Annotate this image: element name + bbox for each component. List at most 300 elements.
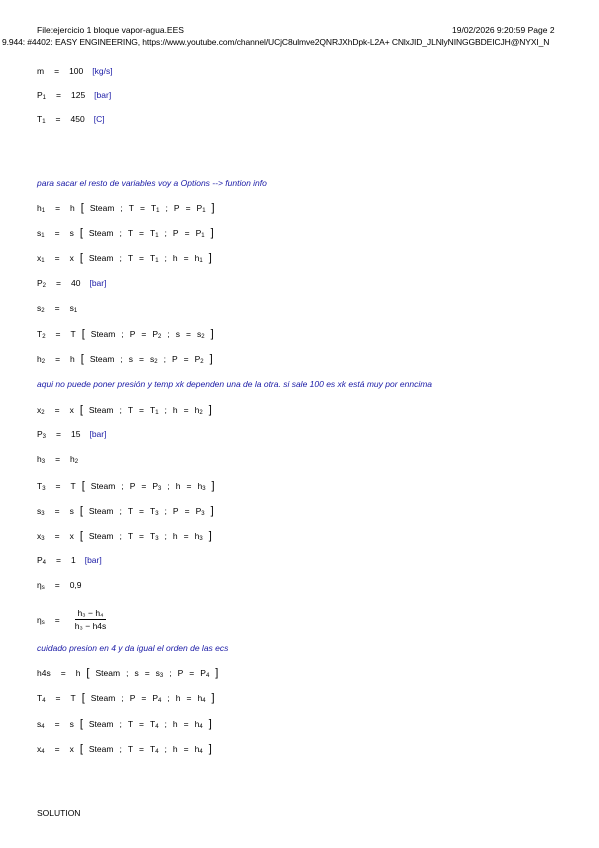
bracket: ] [208, 252, 212, 264]
arg-value: h [194, 719, 200, 729]
arg-name: P [129, 693, 136, 703]
equals-sign: = [183, 531, 189, 541]
arg-value-sub: 3 [199, 536, 203, 542]
equals-sign: = [56, 555, 61, 565]
equals-sign: = [139, 405, 144, 415]
equation-line [37, 66, 113, 76]
arg-value-sub: 4 [202, 698, 206, 704]
arg-value: T [150, 405, 156, 415]
arg-value-sub: 1 [199, 258, 203, 264]
variable: T [37, 329, 43, 339]
arg-name: h [172, 744, 178, 754]
separator: ; [119, 253, 122, 263]
separator: ; [119, 719, 122, 729]
arg-value-sub: 1 [156, 208, 160, 214]
separator: ; [121, 481, 124, 491]
arg-name: P [172, 228, 179, 238]
arg-value: h [197, 481, 203, 491]
variable-sub: 1 [41, 233, 45, 239]
equals-sign: = [183, 744, 189, 754]
variable: s [37, 228, 42, 238]
bracket: [ [86, 667, 90, 679]
arg-value-sub: 1 [155, 233, 159, 239]
arg-value: h [197, 693, 203, 703]
fluid-name: Steam [89, 203, 115, 213]
equation-line [37, 480, 215, 492]
arg-name: T [127, 405, 134, 415]
equals-sign: = [55, 354, 61, 364]
equals-sign: = [183, 253, 189, 263]
arg-name: T [127, 719, 134, 729]
variable-sub: 1 [41, 208, 46, 214]
equation-line [37, 90, 111, 100]
bracket: ] [210, 505, 214, 517]
equation-line [37, 303, 77, 313]
variable-sub: 4 [41, 749, 45, 755]
arg-name: P [129, 481, 136, 491]
variable: h [37, 454, 42, 464]
value-sub: 1 [73, 308, 78, 314]
equals-sign: = [184, 506, 190, 516]
fraction [73, 608, 109, 631]
fluid-name: Steam [89, 354, 115, 364]
equals-sign: = [54, 66, 60, 76]
equals-sign: = [54, 228, 60, 238]
arg-value: h [194, 744, 200, 754]
equals-sign: = [55, 329, 61, 339]
separator: ; [164, 253, 167, 263]
variable-sub: 3 [41, 511, 45, 517]
variable-sub: 4 [41, 724, 45, 730]
function-name: x [69, 253, 74, 263]
variable-sub: 3 [41, 459, 46, 465]
arg-name: h [172, 405, 178, 415]
arg-name: P [129, 329, 136, 339]
comment-text: para sacar el resto de variables voy a Options --> funtion info [37, 178, 267, 188]
equation-line [37, 429, 106, 439]
fluid-name: Steam [90, 693, 116, 703]
value: 0,9 [69, 580, 82, 590]
separator: ; [169, 668, 172, 678]
equals-sign: = [56, 429, 61, 439]
separator: ; [167, 693, 170, 703]
bracket: [ [81, 328, 85, 340]
variable-sub: 4 [42, 560, 47, 566]
separator: ; [164, 531, 167, 541]
variable: P [37, 90, 43, 100]
unit-label: [bar] [89, 278, 107, 288]
bracket: [ [81, 480, 85, 492]
equals-sign: = [141, 693, 147, 703]
arg-value-sub: 1 [202, 208, 206, 214]
arg-value: P [196, 203, 203, 213]
function-name: h [70, 354, 75, 364]
equals-sign: = [55, 454, 61, 464]
equals-sign: = [186, 481, 192, 491]
bracket: ] [211, 480, 215, 492]
comment-text: cuidado presion en 4 y da igual el orden de las ecs [37, 643, 229, 653]
variable: T [37, 114, 43, 124]
separator: ; [163, 354, 166, 364]
arg-value: T [150, 506, 156, 516]
value: h [70, 454, 75, 464]
bracket: ] [208, 718, 212, 730]
variable: x [37, 531, 42, 541]
equals-sign: = [183, 405, 189, 415]
separator: ; [120, 354, 123, 364]
equation-line [37, 404, 212, 416]
variable: P [37, 429, 43, 439]
arg-value: T [150, 719, 156, 729]
arg-name: h [172, 719, 178, 729]
function-name: x [69, 531, 74, 541]
arg-value: h [194, 405, 200, 415]
equals-sign: = [54, 506, 60, 516]
equals-sign: = [56, 90, 61, 100]
equals-sign: = [186, 693, 192, 703]
separator: ; [120, 203, 123, 213]
fluid-name: Steam [88, 719, 114, 729]
variable: η [37, 580, 42, 590]
arg-name: s [128, 354, 134, 364]
function-name: T [70, 481, 76, 491]
equals-sign: = [139, 719, 144, 729]
arg-name: s [175, 329, 181, 339]
equals-sign: = [54, 531, 60, 541]
arg-value-sub: 1 [155, 258, 159, 264]
variable: m [37, 66, 45, 76]
function-name: T [70, 693, 76, 703]
variable: s [37, 303, 42, 313]
equation-line [37, 808, 80, 818]
equation-line [37, 643, 228, 653]
comment-text: aqui no puede poner presión y temp xk dependen una de la otra. si sale 100 es xk está muy por enncima [37, 379, 433, 389]
separator: ; [164, 719, 167, 729]
arg-value-sub: 4 [158, 698, 162, 704]
equation-line [37, 379, 432, 389]
equation-line [37, 667, 218, 679]
equals-sign: = [184, 228, 190, 238]
equals-sign: = [55, 114, 61, 124]
unit-label: [kg/s] [92, 66, 113, 76]
value: 125 [70, 90, 86, 100]
separator: ; [126, 668, 129, 678]
fluid-name: Steam [88, 228, 114, 238]
arg-name: T [128, 203, 134, 213]
bracket: ] [208, 743, 212, 755]
equation-line [37, 114, 105, 124]
arg-value-sub: 3 [202, 486, 206, 492]
variable: η [37, 614, 42, 625]
bracket: ] [209, 353, 213, 365]
arg-value-sub: 4 [155, 724, 159, 730]
separator: ; [119, 506, 122, 516]
variable: h [37, 354, 42, 364]
separator: ; [164, 506, 167, 516]
arg-name: P [177, 668, 184, 678]
bracket: ] [211, 202, 215, 214]
arg-name: T [127, 531, 134, 541]
arg-value-sub: 2 [200, 359, 204, 365]
equals-sign: = [185, 203, 191, 213]
value-sub: 2 [74, 459, 79, 465]
variable-sub: 2 [41, 308, 45, 314]
equals-sign: = [54, 580, 60, 590]
variable-sub: 1 [42, 95, 47, 101]
arg-value-sub: 2 [199, 410, 203, 416]
arg-value-sub: 2 [201, 334, 205, 340]
arg-value-sub: 1 [155, 410, 159, 416]
bracket: ] [208, 404, 212, 416]
arg-name: h [175, 693, 181, 703]
arg-value: h [194, 531, 200, 541]
arg-name: P [172, 506, 179, 516]
separator: ; [119, 405, 122, 415]
variable: T [37, 481, 43, 491]
equals-sign: = [54, 719, 60, 729]
arg-name: T [127, 506, 134, 516]
separator: ; [164, 228, 167, 238]
equals-sign: = [186, 329, 191, 339]
variable-sub: 2 [41, 359, 46, 365]
arg-value: P [195, 228, 202, 238]
bracket: ] [210, 227, 214, 239]
arg-name: T [127, 253, 134, 263]
variable: x [37, 405, 42, 415]
bracket: [ [79, 404, 83, 416]
variable-sub: 2 [42, 334, 46, 340]
equation-line [37, 718, 212, 730]
bracket: [ [79, 227, 83, 239]
separator: ; [164, 405, 167, 415]
separator: ; [121, 329, 124, 339]
arg-value-sub: 3 [155, 536, 159, 542]
variable-sub: 1 [41, 258, 45, 264]
fluid-name: Steam [95, 668, 121, 678]
equals-sign: = [141, 329, 147, 339]
arg-value-sub: 2 [158, 334, 162, 340]
variable-sub: 2 [41, 410, 45, 416]
fluid-name: Steam [90, 329, 116, 339]
equals-sign: = [139, 228, 144, 238]
arg-value-sub: 2 [154, 359, 158, 365]
value: 15 [70, 429, 81, 439]
equals-sign: = [54, 405, 60, 415]
value: s [69, 303, 74, 313]
variable: P [37, 555, 43, 565]
separator: ; [119, 744, 122, 754]
separator: ; [167, 329, 170, 339]
arg-value: T [150, 531, 156, 541]
equals-sign: = [144, 668, 150, 678]
bracket: [ [79, 252, 83, 264]
variable-sub: s [41, 585, 45, 591]
arg-name: T [127, 744, 134, 754]
variable: P [37, 278, 43, 288]
equation-line [37, 328, 214, 340]
bracket: [ [79, 505, 83, 517]
bracket: [ [79, 718, 83, 730]
equation-line [37, 580, 82, 590]
fluid-name: Steam [88, 405, 114, 415]
arg-value: s [155, 668, 160, 678]
unit-label: [bar] [94, 90, 112, 100]
equals-sign: = [54, 614, 60, 625]
separator: ; [119, 228, 122, 238]
bracket: [ [79, 530, 83, 542]
equals-sign: = [55, 481, 61, 491]
unit-label: [bar] [89, 429, 107, 439]
separator: ; [119, 531, 122, 541]
arg-name: P [173, 203, 180, 213]
variable: T [37, 693, 43, 703]
equation-line [37, 454, 78, 464]
arg-value: T [150, 253, 156, 263]
equals-sign: = [60, 668, 66, 678]
equals-sign: = [139, 531, 144, 541]
arg-name: h [172, 531, 178, 541]
arg-value-sub: 4 [199, 724, 203, 730]
arg-name: h [172, 253, 178, 263]
equals-sign: = [54, 744, 60, 754]
value: 450 [70, 114, 85, 124]
arg-value: P [152, 481, 159, 491]
function-name: T [70, 329, 76, 339]
equals-sign: = [56, 278, 61, 288]
arg-name: T [127, 228, 134, 238]
equals-sign: = [54, 253, 60, 263]
separator: ; [167, 481, 170, 491]
equation-line [37, 743, 212, 755]
license-line: 9.944: #4402: EASY ENGINEERING, https://www.youtube.com/channel/UCjC8ulmve2QNRJXhDpk-L2A+ CNlxJID_JLNlyNINGGBDEICJH@NYXI_N [2, 37, 550, 47]
equation-line [37, 227, 214, 239]
equation-line [37, 353, 213, 365]
equals-sign: = [139, 253, 144, 263]
arg-value: P [152, 329, 159, 339]
variable-sub: 2 [42, 283, 47, 289]
value: 100 [69, 66, 84, 76]
denominator: h₃ − h4s [74, 621, 107, 631]
arg-value: s [196, 329, 202, 339]
arg-name: h [175, 481, 181, 491]
equation-line [37, 530, 212, 542]
value: 40 [70, 278, 81, 288]
equation-line [37, 278, 106, 288]
equals-sign: = [141, 481, 147, 491]
arg-value-sub: 3 [159, 673, 164, 679]
equation-line [37, 202, 215, 214]
arg-value-sub: 3 [158, 486, 162, 492]
fluid-name: Steam [88, 744, 114, 754]
equals-sign: = [189, 668, 195, 678]
equation-line [37, 608, 108, 631]
variable-sub: s [41, 619, 45, 626]
function-name: s [69, 506, 74, 516]
bracket: [ [80, 353, 84, 365]
arg-value: P [200, 668, 206, 678]
print-date: 19/02/2026 9:20:59 Page 2 [452, 25, 555, 35]
unit-label: [C] [93, 114, 105, 124]
bracket: ] [208, 530, 212, 542]
separator: ; [164, 744, 167, 754]
function-name: x [69, 405, 74, 415]
numerator: h₃ − h₄ [77, 608, 104, 618]
arg-value: h [194, 253, 200, 263]
arg-value-sub: 3 [155, 511, 159, 517]
variable: h [37, 203, 42, 213]
unit-label: [bar] [84, 555, 102, 565]
bracket: ] [211, 692, 215, 704]
equals-sign: = [183, 719, 189, 729]
value: 1 [70, 555, 76, 565]
variable-sub: 3 [41, 536, 45, 542]
equation-line [37, 692, 215, 704]
arg-value: T [150, 228, 156, 238]
arg-value: P [194, 354, 201, 364]
function-name: x [69, 744, 74, 754]
arg-value-sub: 4 [205, 673, 210, 679]
equals-sign: = [55, 203, 61, 213]
arg-value-sub: 4 [199, 749, 203, 755]
variable: s [37, 506, 42, 516]
fluid-name: Steam [90, 481, 116, 491]
arg-name: P [171, 354, 178, 364]
variable-sub: 3 [42, 434, 47, 440]
equals-sign: = [140, 203, 145, 213]
variable-sub: 1 [42, 119, 46, 125]
equals-sign: = [55, 693, 61, 703]
separator: ; [121, 693, 124, 703]
function-name: h [75, 668, 81, 678]
function-name: s [69, 719, 74, 729]
function-name: h [70, 203, 75, 213]
arg-value: s [150, 354, 155, 364]
equals-sign: = [139, 744, 144, 754]
equals-sign: = [54, 303, 60, 313]
variable: x [37, 744, 42, 754]
bracket: [ [80, 202, 84, 214]
arg-value-sub: 1 [201, 233, 205, 239]
variable-sub: 3 [42, 486, 46, 492]
equals-sign: = [183, 354, 189, 364]
equation-line [37, 555, 102, 565]
arg-value-sub: 4 [155, 749, 159, 755]
arg-name: s [134, 668, 139, 678]
variable: s [37, 719, 42, 729]
equals-sign: = [139, 354, 145, 364]
equation-line [37, 178, 267, 188]
fluid-name: Steam [88, 253, 114, 263]
equation-line [37, 252, 212, 264]
fluid-name: Steam [88, 531, 114, 541]
bracket: ] [210, 328, 214, 340]
bracket: ] [215, 667, 219, 679]
arg-value: P [195, 506, 202, 516]
variable: x [37, 253, 42, 263]
bracket: [ [81, 692, 85, 704]
variable: h4s [37, 668, 51, 678]
fluid-name: Steam [88, 506, 114, 516]
equals-sign: = [139, 506, 144, 516]
equation-line [37, 505, 214, 517]
arg-value-sub: 3 [201, 511, 205, 517]
arg-value: P [152, 693, 159, 703]
arg-value: T [150, 744, 156, 754]
solution-heading: SOLUTION [37, 808, 81, 818]
separator: ; [165, 203, 168, 213]
bracket: [ [79, 743, 83, 755]
arg-value: T [150, 203, 157, 213]
